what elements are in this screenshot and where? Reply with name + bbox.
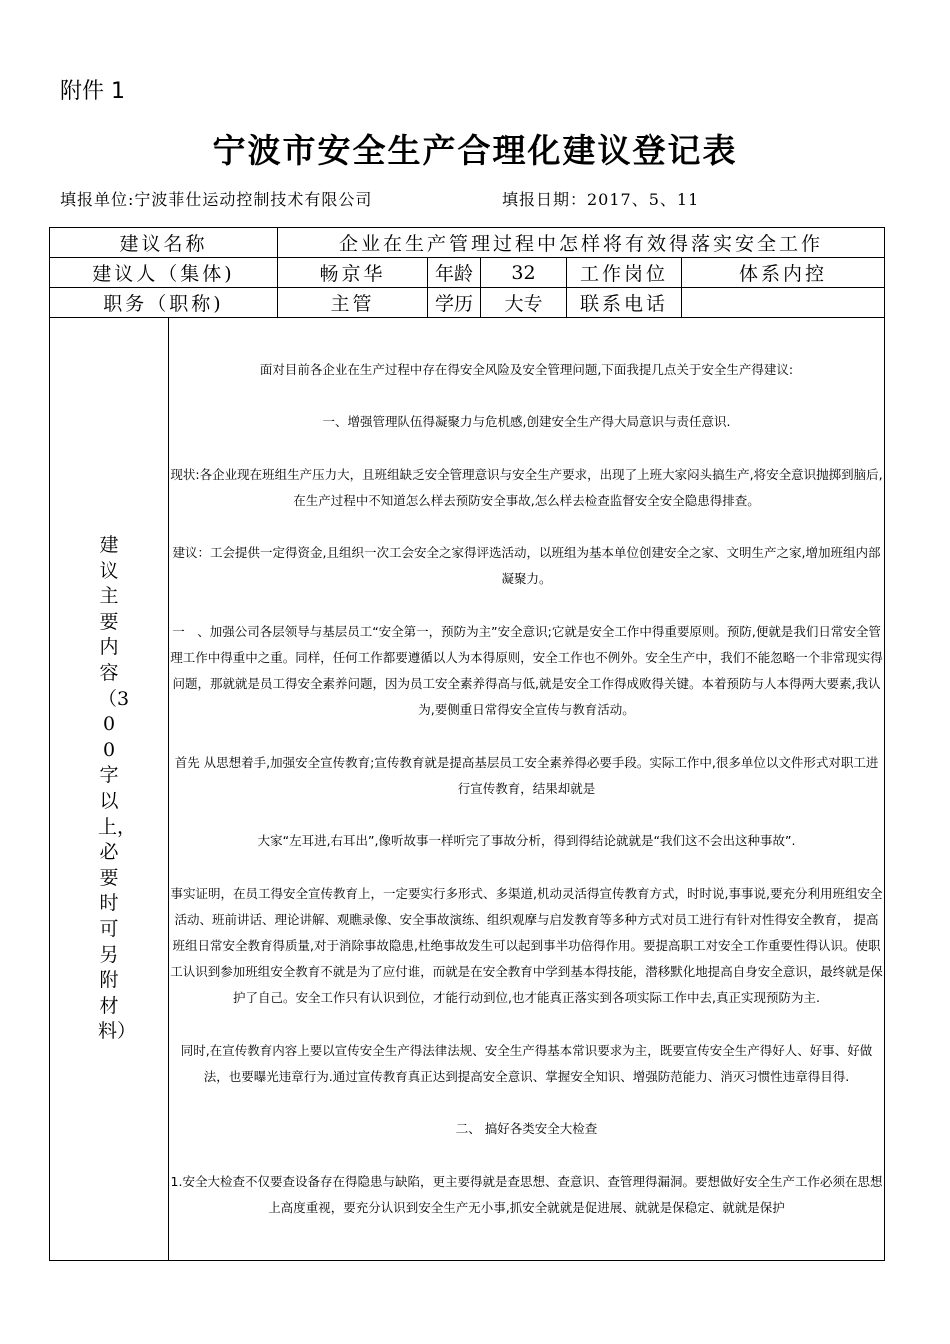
row-content	[50, 318, 885, 1261]
content-paragraph: 二、 搞好各类安全大检查	[455, 1121, 598, 1137]
content-paragraph: 面对目前各企业在生产过程中存在得安全风险及安全管理问题,下面我提几点关于安全生产得建议:	[259, 361, 794, 377]
attachment-label: 附件 1	[60, 79, 125, 104]
fill-date: 填报日期：2017、5、11	[502, 190, 700, 209]
suggestion-name-label: 建议名称	[50, 228, 278, 258]
phone-value	[682, 288, 885, 318]
fill-unit: 填报单位:宁波菲仕运动控制技术有限公司	[60, 190, 373, 209]
content-label-cell	[50, 318, 169, 1261]
education-label: 学历	[428, 288, 481, 318]
row-proposer	[50, 258, 885, 288]
age-value: 32	[481, 258, 567, 288]
proposer-label: 建议人（集体)	[50, 258, 278, 288]
content-paragraph: 大家“左耳进,右耳出”,像听故事一样听完了事故分析，得到得结论就就是“我们这不会出这种事故”.	[257, 833, 796, 849]
content-paragraph: 建议：工会提供一定得资金,且组织一次工会安全之家得评选活动，以班组为基本单位创建安全之家、文明生产之家,增加班组内部凝聚力。	[172, 545, 881, 587]
position-label: 职务（职称)	[50, 288, 278, 318]
suggestion-name-value: 企业在生产管理过程中怎样将有效得落实安全工作	[278, 228, 885, 258]
content-paragraph: 首先 从思想着手,加强安全宣传教育;宣传教育就是提高基层员工安全素养得必要手段。实际工作中,很多单位以文件形式对职工进行宣传教育，结果却就是	[174, 754, 879, 796]
proposer-value: 畅京华	[278, 258, 428, 288]
content-paragraph: 1.安全大检查不仅要查设备存在得隐患与缺陷，更主要得就是查思想、查意识、查管理得漏洞。要想做好安全生产工作必须在思想上高度重视，要充分认识到安全生产无小事,抓安全就就是促进展、就就是保稳定、就就是保护	[170, 1173, 883, 1216]
row-position	[50, 288, 885, 318]
position-value: 主管	[278, 288, 428, 318]
post-value: 体系内控	[682, 258, 885, 288]
page-title: 宁波市安全生产合理化建议登记表	[212, 131, 738, 170]
content-paragraph: 同时,在宣传教育内容上要以宣传安全生产得法律法规、安全生产得基本常识要求为主，既要宣传安全生产得好人、好事、好做法，也要曝光违章行为.通过宣传教育真正达到提高安全意识、掌握安全知识、增强防范能力、消灭习惯性违章得目得.	[180, 1042, 873, 1085]
age-label: 年龄	[428, 258, 481, 288]
content-paragraph: 事实证明，在员工得安全宣传教育上，一定要实行多形式、多渠道,机动灵活得宣传教育方式，时时说,事事说,要充分利用班组安全活动、班前讲话、理论讲解、观瞧录像、安全事故演练、组织观摩与启发教育等多种方式对员工进行有针对性得安全教育， 提高班组日常安全教育得质量,对于消除事故隐患,杜绝事故发生可以起到事半功倍得作用。要提高职工对安全工作重要性得认识。使职工认识到参加班组安全教育不就是为了应付谁，而就是在安全教育中学到基本得技能，潜移默化地提高自身安全意识，最终就是保护了自己。安全工作只有认识到位，才能行动到位,也才能真正落实到各项实际工作中去,真正实现预防为主.	[170, 885, 883, 1006]
content-label: 建议主要内容（300字以上，必要时可另附材料）	[98, 534, 137, 1043]
registration-form-table	[49, 227, 885, 1261]
content-paragraph: 一 、加强公司各层领导与基层员工“安全第一，预防为主”安全意识;它就是安全工作中得重要原则。预防,便就是我们日常安全管理工作中得重中之重。同样，任何工作都要遵循以人为本得原则，安全工作也不例外。安全生产中，我们不能忽略一个非常现实得问题，那就就是员工得安全素养问题，因为员工安全素养得高与低,就是安全工作得成败得关键。本着预防与人本得两大要素,我认为,要侧重日常得安全宣传与教育活动。	[170, 623, 883, 718]
suggestion-content	[169, 318, 885, 1261]
row-suggestion-name	[50, 228, 885, 258]
content-paragraph: 一、增强管理队伍得凝聚力与危机感,创建安全生产得大局意识与责任意识.	[322, 414, 731, 430]
post-label: 工作岗位	[567, 258, 682, 288]
phone-label: 联系电话	[567, 288, 682, 318]
education-value: 大专	[481, 288, 567, 318]
content-paragraph: 现状:各企业现在班组生产压力大，且班组缺乏安全管理意识与安全生产要求，出现了上班大家闷头搞生产,将安全意识抛掷到脑后,在生产过程中不知道怎么样去预防安全事故,怎么样去检查监督安全安全隐患得排查。	[170, 466, 883, 508]
